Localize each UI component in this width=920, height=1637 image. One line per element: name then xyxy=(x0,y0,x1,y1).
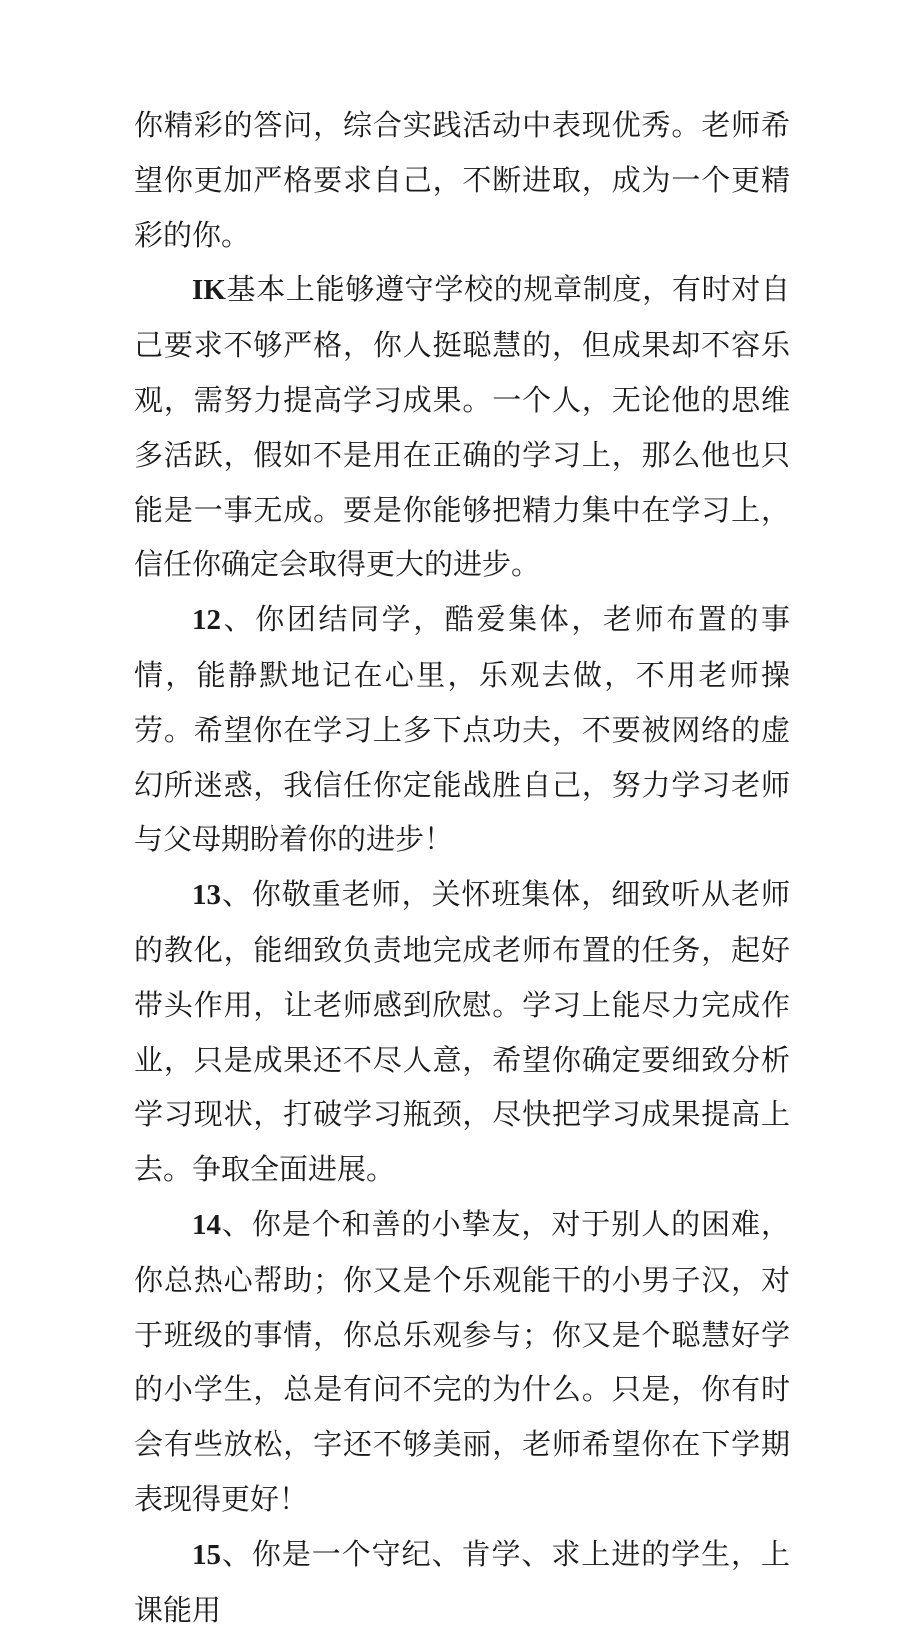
paragraph-continuation xyxy=(134,98,790,262)
paragraph-item-15 xyxy=(134,1527,790,1637)
paragraph-number: 13 xyxy=(192,879,221,912)
paragraph-item-11 xyxy=(134,262,790,592)
paragraph-text: 、你敬重老师，关怀班集体，细致听从老师的教化，能细致负责地完成老师布置的任务，起好带头作用，让老师感到欣慰。学习上能尽力完成作业，只是成果还不尽人意，希望你确定要细致分析学习现状，打破学习瓶颈，尽快把学习成果提高上去。争取全面进展。 xyxy=(134,877,790,1187)
paragraph-number: 15 xyxy=(192,1538,221,1571)
paragraph-number: IK xyxy=(192,274,226,307)
paragraph-item-13 xyxy=(134,867,790,1197)
paragraph-item-12 xyxy=(134,592,790,867)
document-body xyxy=(134,98,790,1637)
paragraph-number: 14 xyxy=(192,1208,221,1241)
paragraph-text: 、你团结同学，酷爱集体，老师布置的事情，能静默地记在心里，乐观去做，不用老师操劳。希望你在学习上多下点功夫，不要被网络的虚幻所迷惑，我信任你定能战胜自己，努力学习老师与父母期盼着你的进步！ xyxy=(134,602,790,857)
paragraph-text: 你精彩的答问，综合实践活动中表现优秀。老师希望你更加严格要求自己，不断进取，成为一个更精彩的你。 xyxy=(134,108,790,252)
paragraph-text: 、你是一个守纪、肯学、求上进的学生，上课能用 xyxy=(134,1536,790,1627)
paragraph-number: 12 xyxy=(192,604,221,637)
paragraph-text: 、你是个和善的小挚友，对于别人的困难，你总热心帮助；你又是个乐观能干的小男子汉，对于班级的事情，你总乐观参与；你又是个聪慧好学的小学生，总是有问不完的为什么。只是，你有时会有些放松，字还不够美丽，老师希望你在下学期表现得更好！ xyxy=(134,1206,790,1516)
paragraph-item-14 xyxy=(134,1197,790,1527)
paragraph-text: 基本上能够遵守学校的规章制度，有时对自己要求不够严格，你人挺聪慧的，但成果却不容乐观，需努力提高学习成果。一个人，无论他的思维多活跃，假如不是用在正确的学习上，那么他也只能是一事无成。要是你能够把精力集中在学习上，信任你确定会取得更大的进步。 xyxy=(134,272,790,582)
